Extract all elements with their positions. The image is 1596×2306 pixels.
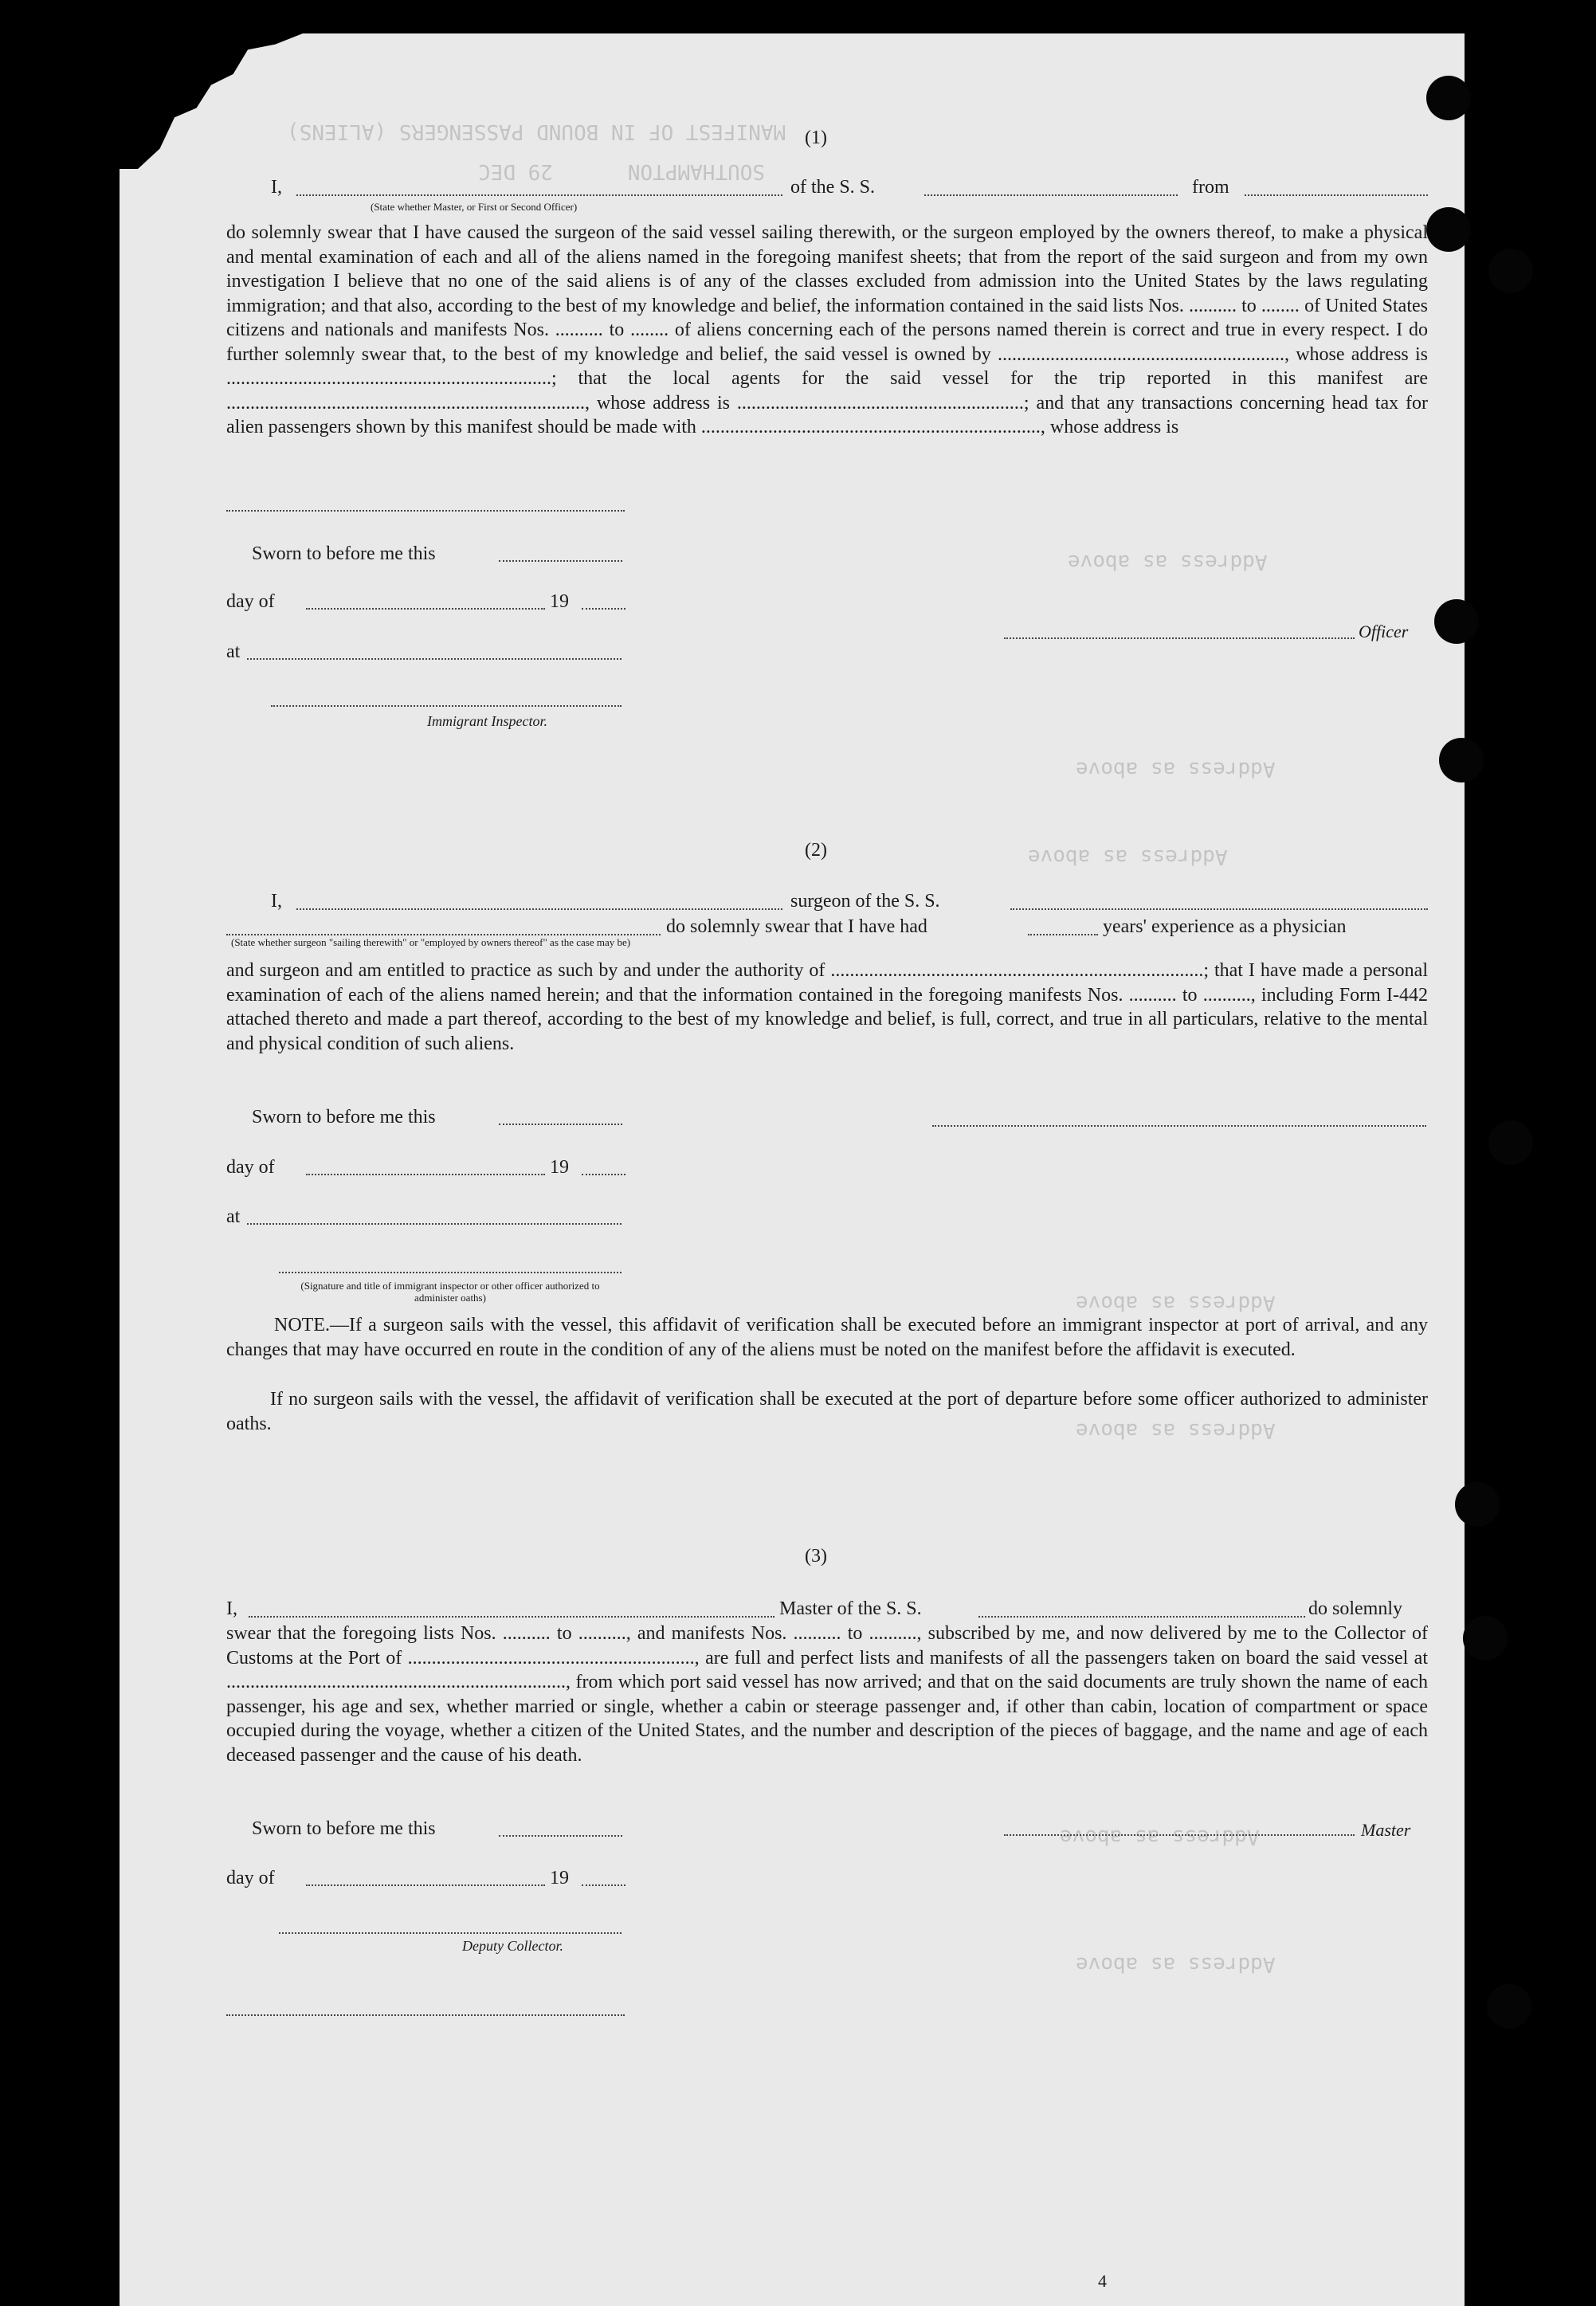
note-paragraph-2: If no surgeon sails with the vessel, the affidavit of verification shall be executed at the port of departure before some officer authorized to administer oaths. [226, 1389, 1428, 1434]
fill-line [499, 1124, 622, 1125]
section-number: (2) [805, 840, 827, 861]
year-label: 19 [550, 1157, 569, 1178]
punch-hole [1487, 1984, 1531, 2029]
fill-line [249, 1616, 774, 1618]
master-of-label: Master of the S. S. [779, 1598, 922, 1619]
bleed-through-text: Address as above [1076, 1418, 1276, 1442]
caption: (State whether surgeon "sailing therewith" or "employed by owners thereof" as the case may be) [231, 936, 631, 948]
fill-line [582, 1884, 625, 1886]
fill-line [1028, 934, 1098, 935]
note-label: NOTE. [274, 1315, 330, 1335]
punch-hole [1434, 599, 1479, 644]
bleed-through-text: Address as above [1076, 757, 1276, 781]
fill-line [247, 658, 622, 660]
year-label: 19 [550, 1868, 569, 1888]
fill-line [247, 1223, 622, 1225]
punch-hole [1455, 1482, 1500, 1527]
signature-line [279, 1272, 622, 1273]
years-label: years' experience as a physician [1103, 916, 1347, 937]
oath-paragraph: swear that the foregoing lists Nos. .......... to .........., and manifests Nos. .......... to .........., subscribed by me, and now delivered by me to the Collector of Customs at the Port of ............................................................, are full and perfect lists and manifests of all the passengers taken on board the said vessel at ......................................................................., from which port said vessel has now arrived; and that on the said documents are truly shown the name of each passenger, his age and sex, whether married or single, whether a cabin or steerage passenger and, if other than cabin, location of compartment or space occupied during the voyage, whether a citizen of the United States, and the number and description of the pieces of baggage, and the name and age of each deceased passenger and the cause of his death. [226, 1623, 1428, 1766]
oath-i: I, [271, 177, 282, 198]
signature-caption: (Signature and title of immigrant inspector or other officer authorized to administer oaths) [300, 1280, 600, 1304]
section-number: (1) [805, 127, 827, 148]
officer-label: Officer [1359, 622, 1409, 641]
signature-line [271, 705, 622, 707]
fill-line [1004, 1834, 1355, 1836]
sworn-label: Sworn to before me this [252, 543, 436, 564]
fill-line [924, 194, 1178, 196]
bleed-through-text: Address as above [1068, 550, 1268, 574]
fill-line [296, 908, 782, 910]
caption: (State whether Master, or First or Second Officer) [371, 201, 578, 213]
year-label: 19 [550, 591, 569, 612]
oath-i: I, [271, 891, 282, 912]
master-label: Master [1361, 1820, 1411, 1840]
punch-hole [1488, 249, 1533, 293]
punch-hole [1463, 1616, 1508, 1661]
fill-line [932, 1125, 1426, 1127]
inspector-label: Immigrant Inspector. [427, 713, 547, 729]
fill-line [1245, 194, 1428, 196]
fill-line [1010, 908, 1428, 910]
page-number: 4 [1098, 2271, 1107, 2291]
bleed-through-text: SOUTHAMPTON 29 DEC [478, 159, 766, 183]
day-of-label: day of [226, 1868, 275, 1888]
bleed-through-text: Address as above [1060, 1825, 1260, 1849]
fill-line [226, 934, 661, 935]
oath-from-label: from [1192, 177, 1229, 198]
day-of-label: day of [226, 591, 275, 612]
bleed-through-text: MANIFEST OF IN BOUND PASSENGERS (ALIENS) [287, 120, 786, 143]
surgeon-label: surgeon of the S. S. [790, 891, 940, 912]
fill-line [978, 1616, 1305, 1618]
fill-line [306, 608, 545, 610]
signature-line [279, 1932, 622, 1934]
fill-line [296, 194, 782, 196]
oath-paragraph: do solemnly swear that I have caused the surgeon of the said vessel sailing therewith, or the surgeon employed by the owners thereof, to make a physical and mental examination of each and all of the aliens named in the foregoing manifest sheets; that from the report of the said surgeon and from my own investigation I believe that no one of the said aliens is of any of the classes excluded from admission into the United States by the laws regulating immigration; and that also, according to the best of my knowledge and belief, the information contained in the said lists Nos. .......... to ........ of United States citizens and nationals and manifests Nos. .......... to ........ of aliens concerning each of the persons named therein is correct and true in every respect. I do further solemnly swear that, to the best of my knowledge and belief, the said vessel is owned by ............................................................, whose address is ....................................................................; that the local agents for the said vessel for the trip reported in this manifest are ..........................................................................., whose address is ............................................................; and that any transactions concerning head tax for alien passengers shown by this manifest should be made with ......................................................................., whose address is [226, 222, 1428, 437]
oath-paragraph: and surgeon and am entitled to practice as such by and under the authority of ..............................................................................; that I have made a personal examination of each of the aliens named herein; and that the information contained in the foregoing manifests Nos. .......... to .........., including Form I-442 attached thereto and made a part thereof, according to the best of my knowledge and belief, is full, correct, and true in all particulars, relative to the mental and physical condition of such aliens. [226, 960, 1428, 1054]
swear-label: do solemnly [1308, 1598, 1402, 1619]
note-text: —If a surgeon sails with the vessel, this affidavit of verification shall be executed before an immigrant inspector at port of arrival, and any changes that may have occurred en route in the condition of any of the aliens must be noted on the manifest before the affidavit is executed. [226, 1315, 1428, 1360]
fill-line [306, 1174, 545, 1175]
bleed-through-text: Address as above [1076, 1952, 1276, 1976]
at-label: at [226, 1206, 241, 1227]
fill-line [226, 2014, 625, 2016]
swear-label: do solemnly swear that I have had [666, 916, 927, 937]
fill-line [226, 510, 625, 512]
punch-hole [1439, 738, 1484, 782]
fill-line [499, 1835, 622, 1837]
punch-hole [1426, 76, 1471, 120]
note-paragraph [226, 1313, 1428, 1362]
fill-line [306, 1884, 545, 1886]
day-of-label: day of [226, 1157, 275, 1178]
oath-i: I, [226, 1598, 237, 1619]
section-number: (3) [805, 1546, 827, 1567]
deputy-label: Deputy Collector. [462, 1938, 563, 1954]
fill-line [582, 608, 625, 610]
at-label: at [226, 641, 241, 662]
punch-hole [1488, 1120, 1533, 1165]
bleed-through-text: Address as above [1076, 1291, 1276, 1315]
fill-line [499, 560, 622, 562]
fill-line [582, 1174, 625, 1175]
bleed-through-text: Address as above [1028, 845, 1228, 869]
sworn-label: Sworn to before me this [252, 1818, 436, 1839]
punch-hole [1426, 207, 1471, 252]
oath-ss-label: of the S. S. [790, 177, 876, 198]
sworn-label: Sworn to before me this [252, 1107, 436, 1128]
fill-line [1004, 637, 1355, 639]
